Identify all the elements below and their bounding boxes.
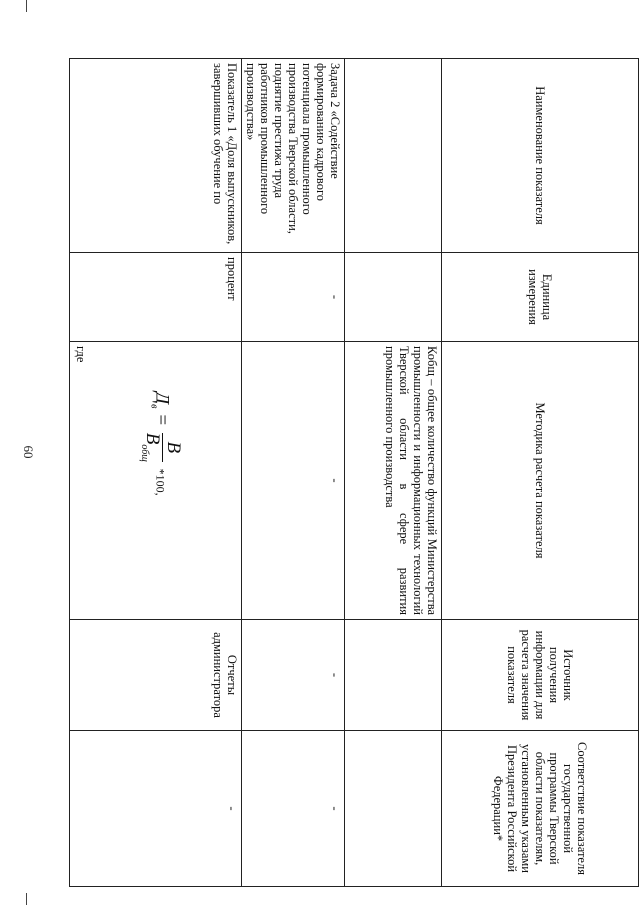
- cell-source: -: [242, 620, 345, 731]
- cell-unit: [345, 253, 442, 342]
- formula-denominator: В: [142, 432, 164, 445]
- table-row: [242, 59, 345, 887]
- formula-denominator-sub: общ: [139, 444, 151, 462]
- formula-denominator-wrap: [139, 433, 162, 462]
- cell-method: Кобщ – общее количество функций Министерства промышленности и информационных технологий Тверской области в сфере развития промышленного производства: [345, 342, 442, 620]
- cell-method: -: [242, 342, 345, 620]
- formula-numerator: В: [162, 433, 183, 462]
- formula-lhs-sub: в: [148, 404, 160, 409]
- cell-method: [70, 342, 242, 620]
- cell-source: [345, 620, 442, 731]
- scan-mark-top: [26, 0, 27, 12]
- cell-name: [345, 59, 442, 253]
- cell-conformity: -: [70, 731, 242, 887]
- cell-unit: -: [242, 253, 345, 342]
- header-source: Источник получения информации для расчета значения показателя: [442, 620, 639, 731]
- page-number: 60: [21, 445, 36, 459]
- table-header-row: [442, 59, 639, 887]
- header-unit: Единица измерения: [442, 253, 639, 342]
- cell-source: Отчеты администратора: [70, 620, 242, 731]
- cell-conformity: [345, 731, 442, 887]
- cell-name: Задача 2 «Содействие формированию кадрового потенциала промышленного производства Тверской области, поднятие престижа труда работников промышленного производства»: [242, 59, 345, 253]
- table-container: [74, 58, 639, 886]
- formula-lhs: Д: [151, 392, 173, 405]
- indicators-table: [69, 58, 639, 887]
- formula-rest: *100,: [153, 468, 168, 496]
- formula-where: где: [74, 346, 88, 363]
- formula-fraction: [139, 433, 183, 462]
- formula: $Д_в$ = В $В_{общ}$ *100,: [139, 392, 184, 496]
- table-row: [70, 59, 242, 887]
- cell-unit: процент: [70, 253, 242, 342]
- table-row: [345, 59, 442, 887]
- header-name: Наименование показателя: [442, 59, 639, 253]
- rotated-table-frame: [74, 58, 639, 886]
- header-conformity: Соответствие показателя государственной программы Тверской области показателям, установленным указами Президента Российской Федерации*: [442, 731, 639, 887]
- scan-mark-bottom: [26, 893, 27, 905]
- cell-conformity: -: [242, 731, 345, 887]
- header-method: Методика расчета показателя: [442, 342, 639, 620]
- cell-name: Показатель 1 «Доля выпускников, завершивших обучение по: [70, 59, 242, 253]
